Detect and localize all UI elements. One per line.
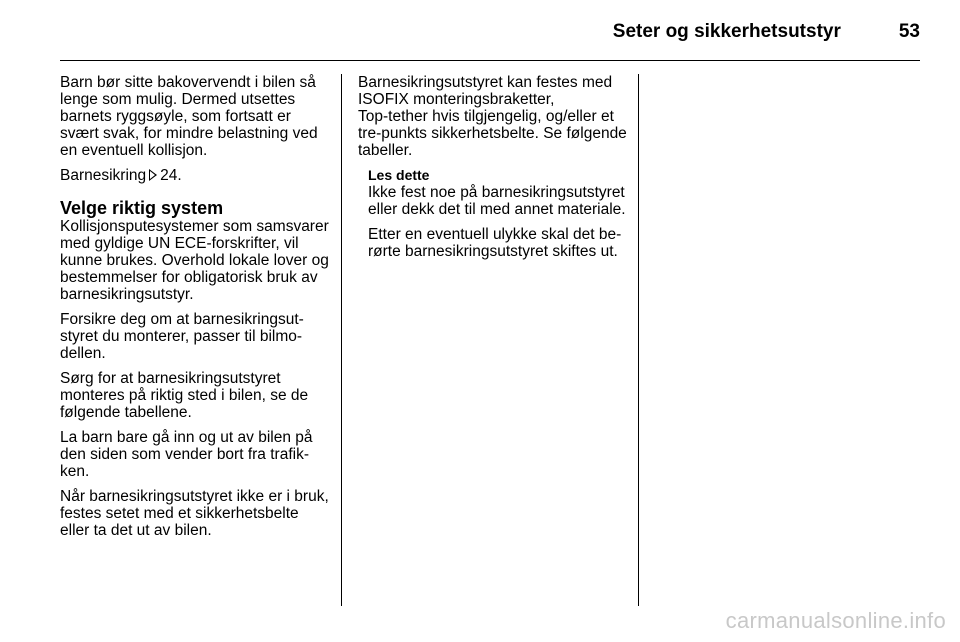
column-left: [60, 74, 332, 547]
note-title: Les dette: [368, 167, 430, 183]
watermark: carmanualsonline.info: [725, 608, 946, 633]
cross-reference-page: 24.: [160, 167, 182, 184]
paragraph-not-in-use: Når barnesikringsutstyret ikke er i bruk, festes setet med et sikkerhetsbelte eller ta det ut av bilen.: [60, 488, 329, 539]
column-middle: [358, 74, 628, 268]
paragraph-isofix: Barnesikringsutstyret kan festes med ISOFIX monteringsbraketter,: [358, 74, 613, 108]
paragraph-correct-place: Sørg for at barnesikringsutstyret monteres på riktig sted i bilen, se de følgende tabellene.: [60, 370, 309, 421]
paragraph-top-tether: Top-tether hvis tilgjengelig, og/eller et tre-punkts sikkerhetsbelte. Se følgende tabeller.: [358, 108, 627, 159]
cross-reference-text: Barnesikring: [60, 167, 147, 184]
page-header: [60, 14, 920, 50]
page-number: 53: [898, 21, 920, 42]
note-paragraph-replace: Etter en eventuell ulykke skal det berørte barnesikringsutstyret skiftes ut.: [368, 226, 622, 260]
column-divider-1: [341, 74, 342, 606]
paragraph-fit-check: Forsikre deg om at barnesikringsutstyret du monterer, passer til bilmodellen.: [60, 311, 304, 362]
paragraph-ece-regulations: Kollisjonsputesystemer som samsvarer med gyldige UN ECE-forskrifter, vil kunne brukes. Overhold lokale lover og bestemmelser for obligatorisk bruk av barnesikringsutstyr.: [60, 218, 329, 303]
page-reference-arrow-icon: [149, 169, 157, 181]
column-divider-2: [638, 74, 639, 606]
page-title: Seter og sikkerhetsutstyr: [612, 21, 841, 42]
note-paragraph-cover: Ikke fest noe på barnesikringsutstyret eller dekk det til med annet materiale.: [368, 184, 626, 218]
paragraph-rear-facing: Barn bør sitte bakovervendt i bilen så lenge som mulig. Dermed utsettes barnets ryggsøyle, som fortsatt er svært svak, for mindre belastning ved en eventuell kollisjon.: [60, 74, 318, 159]
note-box: [358, 167, 628, 260]
header-divider: [60, 60, 920, 61]
paragraph-traffic-side: La barn bare gå inn og ut av bilen på den siden som vender bort fra trafikken.: [60, 429, 313, 480]
cross-reference: [60, 167, 332, 184]
section-heading: Velge riktig system: [60, 198, 224, 218]
